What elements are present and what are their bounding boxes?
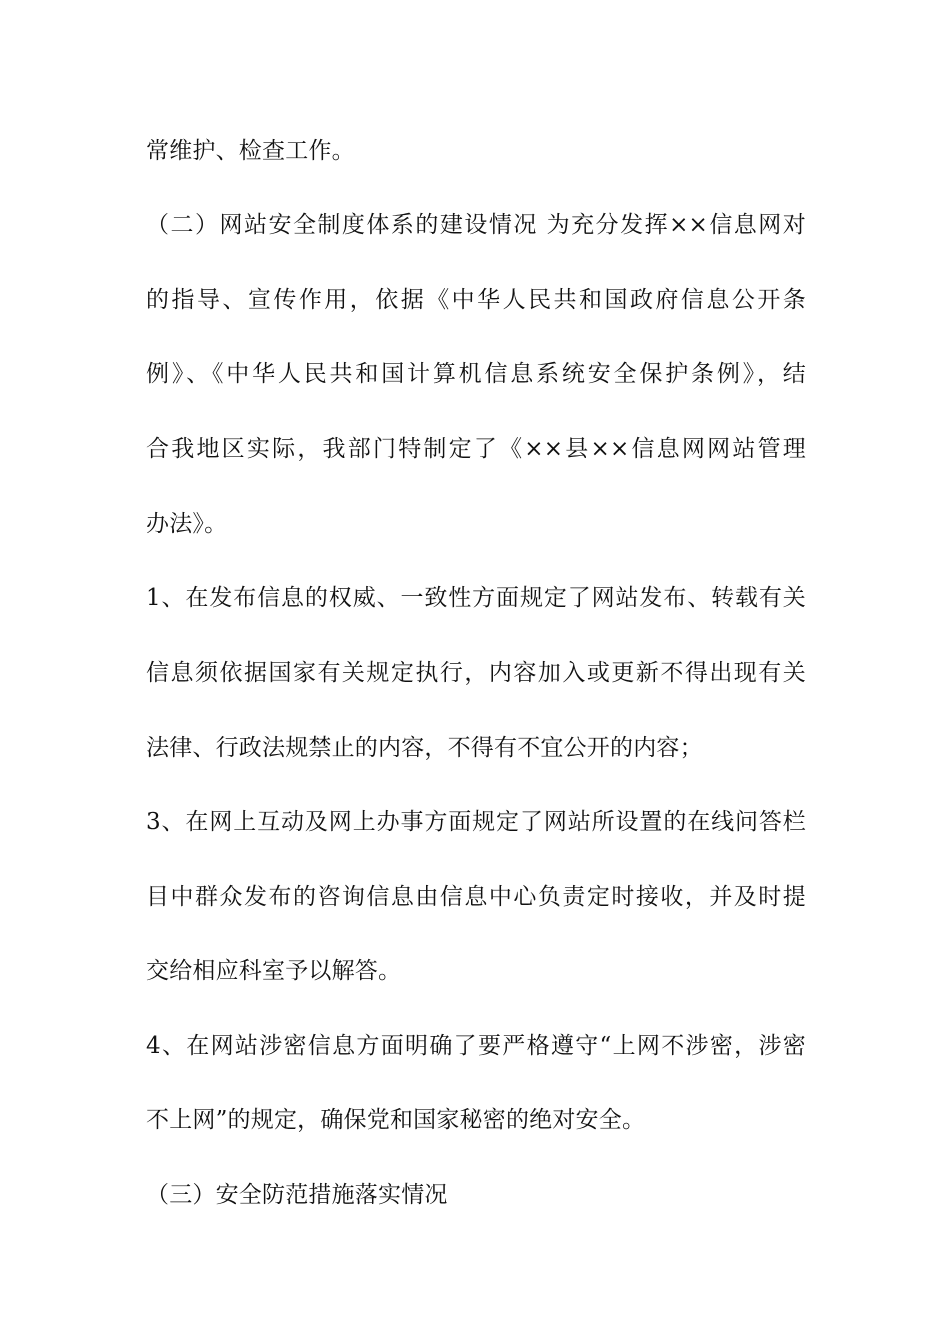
text-line-13: 4、在网站涉密信息方面明确了要严格遵守“上网不涉密，涉密 [146, 1033, 806, 1059]
text-line-9: 法律、行政法规禁止的内容，不得有不宜公开的内容； [146, 735, 703, 761]
section-heading-3: （三）安全防范措施落实情况 [146, 1182, 448, 1208]
text-line-7: 1、在发布信息的权威、一致性方面规定了网站发布、转载有关 [146, 585, 806, 611]
text-line-6: 办法》。 [146, 511, 228, 537]
text-line-4: 例》、《中华人民共和国计算机信息系统安全保护条例》，结 [146, 361, 806, 387]
text-line-2: （二）网站安全制度体系的建设情况 为充分发挥××信息网对 [146, 212, 806, 238]
text-line-1: 常维护、检查工作。 [146, 138, 355, 164]
text-line-8: 信息须依据国家有关规定执行，内容加入或更新不得出现有关 [146, 660, 806, 686]
text-line-14: 不上网”的规定，确保党和国家秘密的绝对安全。 [146, 1107, 646, 1133]
text-line-10: 3、在网上互动及网上办事方面规定了网站所设置的在线问答栏 [146, 809, 806, 835]
text-line-11: 目中群众发布的咨询信息由信息中心负责定时接收，并及时提 [146, 884, 806, 910]
text-line-3: 的指导、宣传作用，依据《中华人民共和国政府信息公开条 [146, 287, 806, 313]
text-line-5: 合我地区实际，我部门特制定了《××县××信息网网站管理 [146, 436, 806, 462]
text-line-12: 交给相应科室予以解答。 [146, 958, 402, 984]
